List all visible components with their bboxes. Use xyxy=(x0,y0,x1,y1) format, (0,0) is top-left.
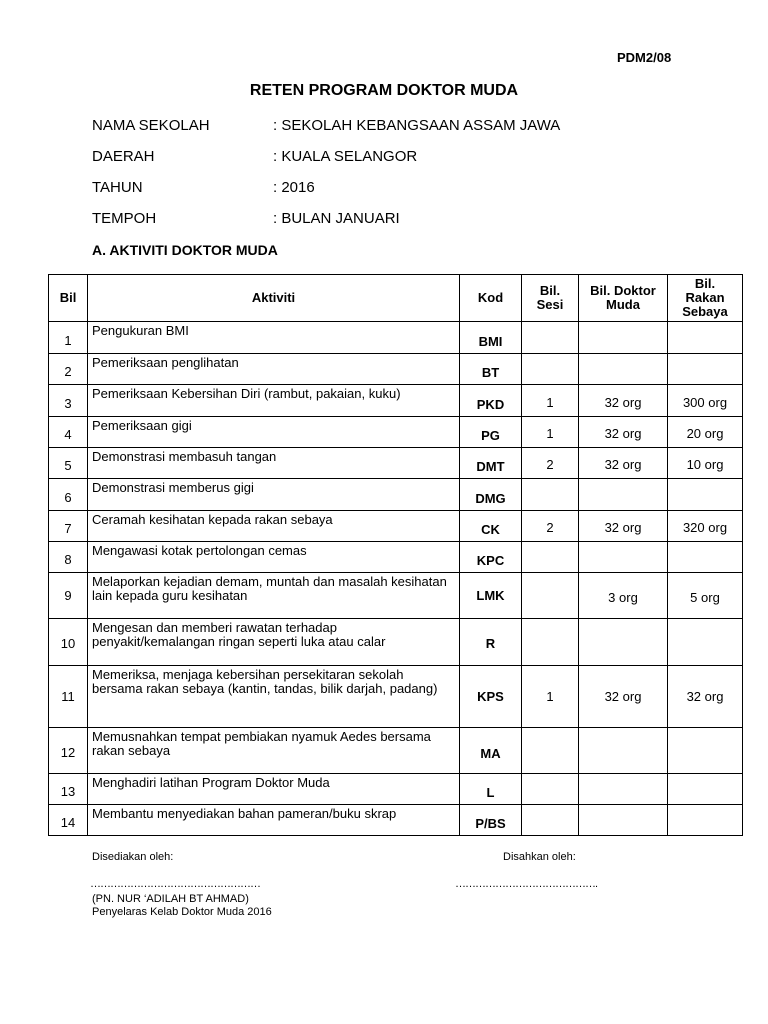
header-aktiviti: Aktiviti xyxy=(88,275,460,322)
table-row xyxy=(49,573,743,619)
cell-aktiviti: Pengukuran BMI xyxy=(88,322,460,354)
cell-kod: KPC xyxy=(460,542,522,573)
cell-bil-doktor-muda xyxy=(579,354,668,385)
table-row xyxy=(49,385,743,417)
table-row xyxy=(49,774,743,805)
cell-aktiviti: Ceramah kesihatan kepada rakan sebaya xyxy=(88,511,460,542)
info-label-school: NAMA SEKOLAH xyxy=(92,117,210,134)
cell-bil-sesi xyxy=(522,479,579,511)
info-value-period: : BULAN JANUARI xyxy=(273,210,400,227)
cell-bil: 5 xyxy=(49,448,88,479)
table-row xyxy=(49,479,743,511)
table-header-row xyxy=(49,275,743,322)
cell-bil: 7 xyxy=(49,511,88,542)
cell-bil-doktor-muda xyxy=(579,728,668,774)
cell-bil: 9 xyxy=(49,573,88,619)
cell-bil: 3 xyxy=(49,385,88,417)
info-value-district: : KUALA SELANGOR xyxy=(273,148,418,165)
cell-bil-sesi xyxy=(522,542,579,573)
header-bil-rakan-sebaya xyxy=(668,275,743,322)
cell-kod: DMG xyxy=(460,479,522,511)
cell-bil-rakan-sebaya xyxy=(668,479,743,511)
cell-bil-rakan-sebaya: 20 org xyxy=(668,417,743,448)
section-title: A. AKTIVITI DOKTOR MUDA xyxy=(92,242,278,258)
cell-bil-doktor-muda xyxy=(579,805,668,836)
table-row xyxy=(49,448,743,479)
approved-by-label: Disahkan oleh: xyxy=(503,851,576,863)
cell-kod: BT xyxy=(460,354,522,385)
cell-bil-sesi: 2 xyxy=(522,511,579,542)
table-row xyxy=(49,666,743,728)
cell-kod: DMT xyxy=(460,448,522,479)
cell-aktiviti: Mengawasi kotak pertolongan cemas xyxy=(88,542,460,573)
cell-bil-sesi: 1 xyxy=(522,417,579,448)
cell-kod: PKD xyxy=(460,385,522,417)
cell-bil-rakan-sebaya: 10 org xyxy=(668,448,743,479)
prepared-by-label: Disediakan oleh: xyxy=(92,851,174,863)
header-bil-sesi-line-2: Sesi xyxy=(536,297,564,312)
document-reference: PDM2/08 xyxy=(617,50,672,65)
header-bil-sesi xyxy=(522,275,579,322)
cell-kod: P/BS xyxy=(460,805,522,836)
cell-aktiviti: Memusnahkan tempat pembiakan nyamuk Aedes bersama rakan sebaya xyxy=(88,728,460,774)
table-row xyxy=(49,511,743,542)
cell-bil-sesi xyxy=(522,354,579,385)
cell-aktiviti: Pemeriksaan penglihatan xyxy=(88,354,460,385)
cell-bil-rakan-sebaya: 300 org xyxy=(668,385,743,417)
cell-bil-doktor-muda xyxy=(579,774,668,805)
header-bil-rakan-sebaya-line-3: Sebaya xyxy=(682,304,728,319)
cell-bil-doktor-muda: 3 org xyxy=(579,573,668,619)
cell-bil-sesi xyxy=(522,805,579,836)
header-kod: Kod xyxy=(460,275,522,322)
cell-bil-doktor-muda: 32 org xyxy=(579,385,668,417)
cell-bil-sesi: 2 xyxy=(522,448,579,479)
cell-bil-doktor-muda: 32 org xyxy=(579,417,668,448)
cell-bil: 8 xyxy=(49,542,88,573)
cell-bil-rakan-sebaya xyxy=(668,619,743,666)
cell-kod: PG xyxy=(460,417,522,448)
info-label-district: DAERAH xyxy=(92,148,155,165)
cell-aktiviti: Pemeriksaan Kebersihan Diri (rambut, pakaian, kuku) xyxy=(88,385,460,417)
cell-bil: 10 xyxy=(49,619,88,666)
cell-bil-sesi: 1 xyxy=(522,385,579,417)
cell-bil-rakan-sebaya xyxy=(668,774,743,805)
cell-aktiviti: Memeriksa, menjaga kebersihan persekitaran sekolah bersama rakan sebaya (kantin, tandas, bilik darjah, padang) xyxy=(88,666,460,728)
cell-bil-doktor-muda: 32 org xyxy=(579,448,668,479)
cell-kod: CK xyxy=(460,511,522,542)
info-label-period: TEMPOH xyxy=(92,210,157,227)
cell-bil-rakan-sebaya xyxy=(668,805,743,836)
approved-signature-line: ……………………………………. xyxy=(455,878,598,890)
info-value-school: : SEKOLAH KEBANGSAAN ASSAM JAWA xyxy=(273,117,561,134)
cell-kod: L xyxy=(460,774,522,805)
cell-aktiviti: Menghadiri latihan Program Doktor Muda xyxy=(88,774,460,805)
cell-bil: 14 xyxy=(49,805,88,836)
cell-bil-sesi: 1 xyxy=(522,666,579,728)
table-row xyxy=(49,542,743,573)
cell-bil-sesi xyxy=(522,619,579,666)
cell-bil-sesi xyxy=(522,774,579,805)
table-row xyxy=(49,417,743,448)
header-bil-doktor-muda xyxy=(579,275,668,322)
table-row xyxy=(49,619,743,666)
cell-bil-sesi xyxy=(522,322,579,354)
cell-kod: LMK xyxy=(460,573,522,619)
activity-table xyxy=(48,274,743,836)
header-bil-sesi-line-1: Bil. xyxy=(539,283,561,298)
table-row xyxy=(49,805,743,836)
table-row xyxy=(49,728,743,774)
document-title: RETEN PROGRAM DOKTOR MUDA xyxy=(249,82,519,99)
cell-bil-rakan-sebaya xyxy=(668,542,743,573)
cell-kod: KPS xyxy=(460,666,522,728)
prepared-signature-line: …………………………………………… xyxy=(90,878,260,890)
cell-bil: 12 xyxy=(49,728,88,774)
cell-bil: 13 xyxy=(49,774,88,805)
cell-bil: 4 xyxy=(49,417,88,448)
cell-bil-doktor-muda xyxy=(579,479,668,511)
info-value-year: : 2016 xyxy=(273,179,315,196)
cell-bil: 6 xyxy=(49,479,88,511)
cell-bil: 1 xyxy=(49,322,88,354)
cell-aktiviti: Pemeriksaan gigi xyxy=(88,417,460,448)
cell-bil-sesi xyxy=(522,728,579,774)
cell-bil: 2 xyxy=(49,354,88,385)
header-bil-rakan-sebaya-line-2: Rakan xyxy=(685,290,725,305)
cell-aktiviti: Mengesan dan memberi rawatan terhadap penyakit/kemalangan ringan seperti luka atau calar xyxy=(88,619,460,666)
cell-aktiviti: Melaporkan kejadian demam, muntah dan masalah kesihatan lain kepada guru kesihatan xyxy=(88,573,460,619)
cell-bil-doktor-muda: 32 org xyxy=(579,511,668,542)
table-row xyxy=(49,322,743,354)
info-label-year: TAHUN xyxy=(92,179,143,196)
preparer-name: (PN. NUR ‘ADILAH BT AHMAD) xyxy=(92,893,249,905)
cell-bil-doktor-muda xyxy=(579,542,668,573)
preparer-role: Penyelaras Kelab Doktor Muda 2016 xyxy=(92,906,272,918)
cell-bil-rakan-sebaya: 320 org xyxy=(668,511,743,542)
header-bil-rakan-sebaya-line-1: Bil. xyxy=(694,276,716,291)
cell-bil-rakan-sebaya xyxy=(668,728,743,774)
cell-kod: MA xyxy=(460,728,522,774)
cell-bil-doktor-muda xyxy=(579,619,668,666)
cell-aktiviti: Membantu menyediakan bahan pameran/buku skrap xyxy=(88,805,460,836)
cell-kod: BMI xyxy=(460,322,522,354)
header-bil: Bil xyxy=(49,275,88,322)
cell-bil-rakan-sebaya xyxy=(668,354,743,385)
table-row xyxy=(49,354,743,385)
cell-bil-rakan-sebaya xyxy=(668,322,743,354)
cell-bil-doktor-muda: 32 org xyxy=(579,666,668,728)
cell-aktiviti: Demonstrasi membasuh tangan xyxy=(88,448,460,479)
cell-bil-doktor-muda xyxy=(579,322,668,354)
cell-bil-sesi xyxy=(522,573,579,619)
cell-bil-rakan-sebaya: 32 org xyxy=(668,666,743,728)
header-bil-doktor-muda-line-1: Bil. Doktor xyxy=(590,283,656,298)
cell-bil: 11 xyxy=(49,666,88,728)
header-bil-doktor-muda-line-2: Muda xyxy=(606,297,640,312)
cell-aktiviti: Demonstrasi memberus gigi xyxy=(88,479,460,511)
cell-kod: R xyxy=(460,619,522,666)
cell-bil-rakan-sebaya: 5 org xyxy=(668,573,743,619)
